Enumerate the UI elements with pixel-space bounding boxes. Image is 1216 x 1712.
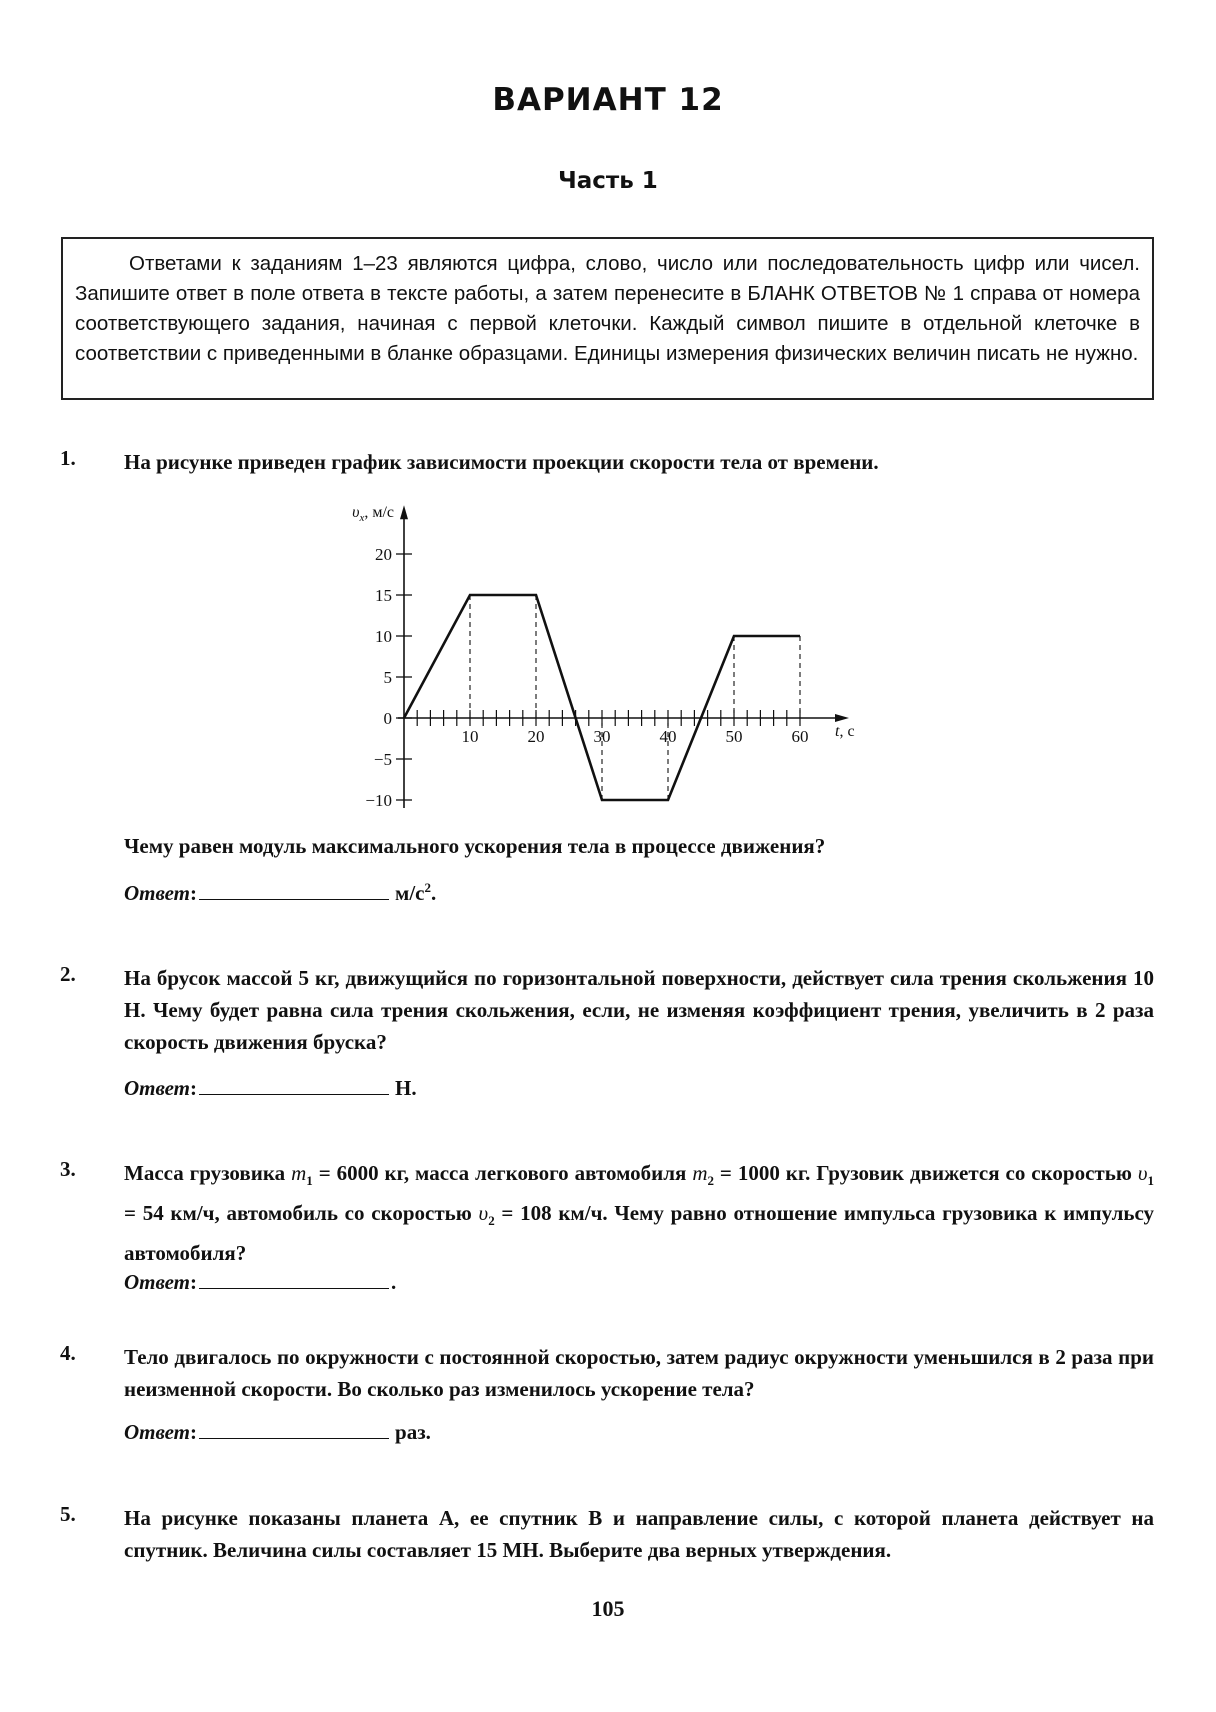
answer-unit: м/с [395,881,425,905]
answer-field[interactable] [199,881,389,900]
part-title: Часть 1 [558,168,658,194]
answer-unit: . [391,1270,397,1294]
x-axis-label: t, с [835,723,855,740]
velocity-time-graph [320,490,880,815]
y-tick-label: 15 [375,586,392,605]
question-3-number: 3. [60,1157,76,1181]
x-tick-label: 60 [791,727,809,746]
answer-label: Ответ [124,1420,191,1444]
q3-text-e: = 108 км/ч. Чему равно отношение импульса грузовика к импульсу автомобиля? [124,1201,1154,1266]
answer-label: Ответ [124,881,191,905]
answer-unit-exponent: 2 [424,880,431,895]
question-2-text: На брусок массой 5 кг, движущийся по горизонтальной поверхности, действует сила трения скольжения 10 Н. Чему будет равна сила трения скольжения, если, не изменяя коэффициент трения, увеличить в 2 раза скорость движения бруска? [124,966,1154,1054]
question-2-number: 2. [60,962,76,986]
q3-text-c: = 1000 кг. Грузовик движется со скоростью [713,1161,1138,1185]
question-3-answer: Ответ: . [124,1270,397,1294]
x-tick-label: 50 [725,727,743,746]
answer-unit-end: . [430,881,437,905]
answer-label: Ответ [124,1076,191,1100]
x-axis-arrow [835,714,849,722]
answer-unit: Н. [395,1076,417,1100]
question-4-number: 4. [60,1341,76,1365]
answer-field[interactable] [199,1270,389,1289]
q3-m1: m [291,1161,307,1185]
page-number: 105 [591,1596,625,1621]
y-tick-label: 20 [375,545,392,564]
question-1-text: На рисунке приведен график зависимости проекции скорости тела от времени. [124,450,879,474]
x-tick-label: 10 [461,727,479,746]
q3-v1-sub: 1 [1147,1173,1154,1189]
instructions-box: Ответами к заданиям 1–23 являются цифра, слово, число или последовательность цифр или чисел. Запишите ответ в поле ответа в тексте работы, а затем перенесите в БЛАНК ОТВЕТОВ № 1 справа от номера соответствующего задания, начиная с первой клеточки. Каждый символ пишите в отдельной клеточке в соответствии с приведенными в бланке образцами. Единицы измерения физических величин писать не нужно. [61,237,1154,400]
q3-v2-sub: 2 [488,1213,495,1229]
y-tick-label: 10 [375,627,392,646]
q3-v1: υ [1137,1161,1148,1185]
q3-m2: m [692,1161,708,1185]
question-3-text [124,1157,1154,1269]
q3-text-d: = 54 км/ч, автомобиль со скоростью [124,1201,479,1226]
y-tick-label: 5 [383,668,392,687]
q3-m2-sub: 2 [707,1173,714,1189]
answer-unit: раз. [395,1420,431,1444]
question-5-text: На рисунке показаны планета А, ее спутник В и направление силы, с которой планета действует на спутник. Величина силы составляет 15 МН. Выберите два верных утверждения. [124,1506,1154,1562]
question-4-answer: Ответ: раз. [124,1420,431,1444]
y-tick-label: 0 [383,709,392,728]
x-tick-label: 20 [527,727,545,746]
question-1-answer: Ответ: $м/с^2$. [124,880,437,905]
variant-title: ВАРИАНТ 12 [492,82,724,118]
q3-v2: υ [478,1201,489,1226]
y-axis-label: $\upsilon_x$, м/с [352,504,394,525]
y-axis-arrow [400,505,408,519]
question-1-prompt: Чему равен модуль максимального ускорения тела в процессе движения? [124,834,826,858]
q3-text-b: = 6000 кг, масса легкового автомобиля [312,1161,693,1185]
answer-field[interactable] [199,1076,389,1095]
y-tick-label: −5 [373,750,392,769]
question-5-number: 5. [60,1502,76,1526]
x-tick-label: 40 [659,727,677,746]
question-2-answer: Ответ: Н. [124,1076,417,1100]
answer-label: Ответ [124,1270,191,1294]
question-1-number: 1. [60,446,76,470]
question-4-text: Тело двигалось по окружности с постоянной скоростью, затем радиус окружности уменьшился в 2 раза при неизменной скорости. Во сколько раз изменилось ускорение тела? [124,1345,1154,1401]
q3-m1-sub: 1 [306,1173,313,1189]
y-tick-label: −10 [365,791,392,810]
q3-text-a: Масса грузовика [124,1161,292,1185]
answer-field[interactable] [199,1420,389,1439]
x-tick-label: 30 [593,727,611,746]
